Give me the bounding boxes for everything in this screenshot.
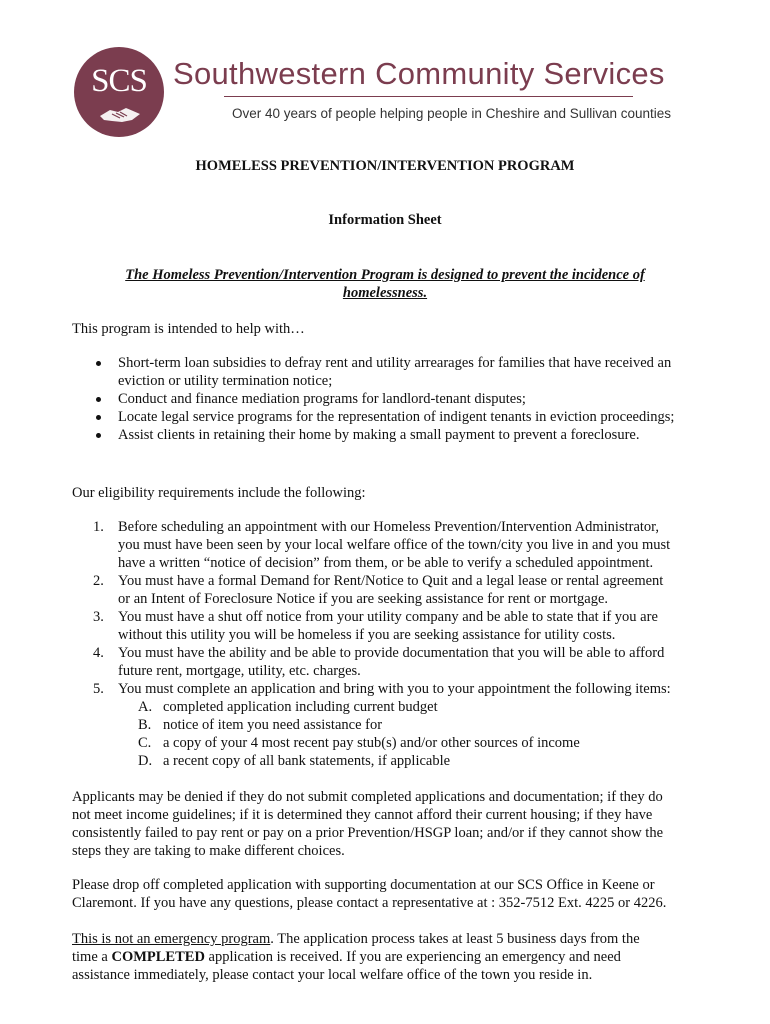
mission-line-1: The Homeless Prevention/Intervention Program is designed to prevent the incidence of — [125, 267, 645, 283]
denial-line: consistently failed to pay rent or pay on a prior Prevention/HSGP loan; and/or if they cannot show the — [72, 825, 664, 841]
help-item-line: Short-term loan subsidies to defray rent and utility arrearages for families that have received an — [118, 355, 672, 371]
notice-line-2 — [72, 948, 640, 966]
requirement-line: You must have a shut off notice from your utility company and be able to state that if you are — [118, 609, 658, 625]
notice-paragraph — [72, 930, 640, 984]
required-item-text: a copy of your 4 most recent pay stub(s) and/or other sources of income — [163, 735, 580, 751]
document-title: HOMELESS PREVENTION/INTERVENTION PROGRAM — [195, 158, 575, 174]
tagline: Over 40 years of people helping people in Cheshire and Sullivan counties — [232, 106, 672, 121]
requirement-line: you must have been seen by your local welfare office of the town/city you live in and you must — [118, 537, 671, 553]
requirement-item — [93, 608, 671, 644]
requirement-number: 2. — [93, 573, 104, 589]
help-list-item — [93, 426, 674, 444]
handshake-icon — [98, 102, 142, 126]
logo-text: SCS — [91, 63, 147, 99]
requirement-line: or an Intent of Foreclosure Notice if you are seeking assistance for rent or mortgage. — [118, 591, 609, 607]
help-list — [93, 354, 674, 444]
requirement-number: 4. — [93, 645, 104, 661]
notice-line-2-pre: time a — [72, 949, 112, 965]
eligibility-intro: Our eligibility requirements include the following: — [72, 485, 366, 501]
notice-line-3: assistance immediately, please contact your local welfare office of the town you reside in. — [72, 967, 593, 983]
denial-line: steps they are taking to make different choices. — [72, 843, 345, 859]
requirement-item — [93, 572, 671, 608]
requirement-number: 5. — [93, 681, 104, 697]
required-item-letter: A. — [138, 699, 153, 715]
required-item-letter: C. — [138, 735, 152, 751]
scs-logo — [74, 47, 164, 137]
mission-line-2: homelessness. — [342, 285, 428, 301]
requirement-line: You must have the ability and be able to provide documentation that you will be able to afford — [118, 645, 665, 661]
required-items-list — [118, 698, 671, 770]
help-list-item — [93, 354, 674, 390]
organization-name: Southwestern Community Services — [173, 56, 665, 91]
requirement-line: without this utility you will be homeless if you are seeking assistance for utility costs. — [118, 627, 616, 643]
denial-paragraph — [72, 788, 663, 860]
notice-line-1 — [72, 930, 640, 948]
requirement-line: future rent, mortgage, utility, etc. charges. — [118, 663, 361, 679]
completed-text: COMPLETED — [111, 949, 205, 965]
notice-line-1-rest: . The application process takes at least 5 business days from the — [270, 931, 640, 947]
help-item-line: Conduct and finance mediation programs for landlord-tenant disputes; — [118, 391, 526, 407]
requirement-item — [93, 644, 671, 680]
requirement-line: Before scheduling an appointment with our Homeless Prevention/Intervention Administrator, — [118, 519, 660, 535]
not-emergency-text: This is not an emergency program — [72, 931, 271, 947]
required-item-text: notice of item you need assistance for — [163, 717, 383, 733]
help-item-line: Assist clients in retaining their home by making a small payment to prevent a foreclosure. — [118, 427, 640, 443]
required-item — [118, 752, 671, 770]
requirement-item — [93, 518, 671, 572]
requirement-line: have a written “notice of decision” from them, or be able to verify a scheduled appointment. — [118, 555, 654, 571]
intro-text: This program is intended to help with… — [72, 321, 305, 337]
help-item-line: eviction or utility termination notice; — [118, 373, 333, 389]
required-item — [118, 734, 671, 752]
requirement-number: 3. — [93, 609, 104, 625]
required-item — [118, 716, 671, 734]
required-item-letter: D. — [138, 753, 153, 769]
header-divider — [224, 96, 633, 97]
denial-line: not meet income guidelines; if it is determined they cannot afford their current housing; if they have — [72, 807, 653, 823]
requirement-number: 1. — [93, 519, 104, 535]
help-list-item — [93, 390, 674, 408]
required-item-text: completed application including current budget — [163, 699, 438, 715]
required-item-text: a recent copy of all bank statements, if applicable — [163, 753, 451, 769]
requirement-line: You must complete an application and bring with you to your appointment the following items: — [118, 681, 671, 697]
dropoff-line: Claremont. If you have any questions, please contact a representative at : 352-7512 Ext. 4225 or 4226. — [72, 895, 667, 911]
dropoff-line: Please drop off completed application with supporting documentation at our SCS Office in Keene or — [72, 877, 655, 893]
required-item-letter: B. — [138, 717, 152, 733]
requirement-line: You must have a formal Demand for Rent/Notice to Quit and a legal lease or rental agreement — [118, 573, 664, 589]
document-subtitle: Information Sheet — [328, 212, 442, 228]
help-list-item — [93, 408, 674, 426]
help-item-line: Locate legal service programs for the representation of indigent tenants in eviction proceedings; — [118, 409, 675, 425]
required-item — [118, 698, 671, 716]
requirements-list — [93, 518, 671, 770]
denial-line: Applicants may be denied if they do not submit completed applications and documentation; if they do — [72, 789, 663, 805]
requirement-item — [93, 680, 671, 770]
notice-line-2-post: application is received. If you are experiencing an emergency and need — [204, 949, 621, 965]
dropoff-paragraph — [72, 876, 666, 912]
